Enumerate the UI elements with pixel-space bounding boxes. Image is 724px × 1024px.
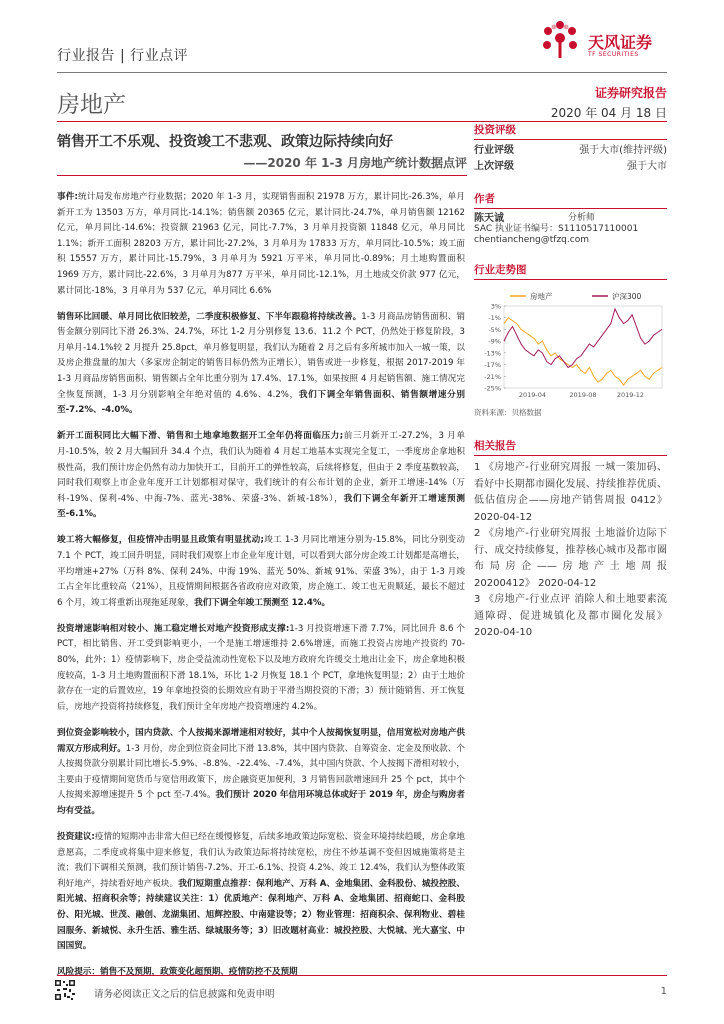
author-name: 陈天诚 bbox=[474, 213, 504, 224]
author-cert: SAC 执业证书编号：S1110517110001 bbox=[474, 224, 639, 234]
paragraph-lead: 事件: bbox=[57, 192, 78, 202]
paragraph-text: 1-3 月商品房销售面积、销售金额分别同比下滑 26.3%、24.7%，环比 1-2 月分别修复 13.6、11.2 个 PCT，仍然处于修复阶段，3 月单月-14.1%较 2 月提升 25.8pct，单月修复明显，我们认为随着 2 月之后有多所城市加入一城一策，以及房企推盘量的加大（多家房企制定的销售目标仍然为正增长），销售或进一步修复，根据 2017-2019 年 1-3 月商品房销售面积、销售额占全年比重分别为 17.4%、17.1%，如果按照 4 月起销售额、施工情况完全恢复预测，1-3 月分别影响全年绝对值的 4.6%、4.2%， bbox=[57, 311, 465, 400]
author-name-row bbox=[474, 213, 667, 224]
y-tick-label: -13% bbox=[484, 349, 501, 358]
paragraph-tail: 我们短期重点推荐：保利地产、万科 A、金地集团、金科股份、城投控股、阳光城、招商积余等；持续建议关注：1）优质地产：保利地产、万科 A、金地集团、招商蛇口、金科股份、阳光城、世茂、融创、龙湖集团、旭辉控股、中南建设等；2）物业管理：招商积余、保利物业、碧桂园服务、新城悦、永升生活、雅生活、绿城服务等；3）旧改题材高业：城投控股、大悦城、光大嘉宝、中国国贸。 bbox=[57, 878, 465, 952]
sidebar bbox=[474, 122, 667, 642]
y-tick-label: -1% bbox=[488, 314, 501, 323]
related-heading: 相关报告 bbox=[474, 438, 667, 456]
author-email[interactable]: chentiancheng@tfzq.com bbox=[474, 235, 589, 245]
rating-key: 行业评级 bbox=[474, 145, 514, 156]
x-tick-label: 2019-08 bbox=[569, 391, 597, 399]
disclaimer-text: 请务必阅读正文之后的信息披露和免责申明 bbox=[94, 989, 275, 1000]
related-list bbox=[474, 460, 667, 642]
footer-divider bbox=[57, 975, 667, 976]
logo-subtext: TF SECURITIES bbox=[588, 51, 639, 58]
rating-row bbox=[474, 143, 667, 159]
related-report-item[interactable]: 3 《房地产-行业点评 消除人和土地要素流通障碍、促进城镇化及都市圈化发展》 2020-04-10 bbox=[474, 594, 667, 638]
y-tick-label: -21% bbox=[484, 372, 501, 381]
related-report-item[interactable]: 2 《房地产-行业研究周报 土地溢价边际下行、成交持续修复，推荐核心城市及都市圈布局房企——房地产土地周报 20200412》 2020-04-12 bbox=[474, 528, 667, 589]
rating-row bbox=[474, 159, 667, 175]
paragraph-text: 1-3 月投资增速下滑 7.7%，同比回升 8.6 个 PCT，相比销售、开工受到影响更小，一个是施工增速维持 2.6%增速，而施工投资占房地产投资约 70-80%，此外；1）疫情影响下，房企受益流动性宽松下以及地方政府允许缓交土地出让金下，房企拿地积极度较高，1-3 月土地购置面积下滑 18.1%，环比 1-2 月恢复 18.1 个 PCT，拿地恢复明显；2）由于土地价款存在一定的后置效应，19 年拿地投资的长期效应有助于平滑当期投资的下滑；3）预计随销售、开工恢复后，房地产投资将持续修复，我们预计全年房地产投资增速约 4.2%。 bbox=[57, 623, 465, 712]
paragraph-lead: 销售环比回暖、单月同比依旧较差，二季度积极修复、下半年跟稳将持续改善。 bbox=[57, 311, 362, 322]
rating-heading: 投资评级 bbox=[474, 122, 667, 140]
paragraph-text: 1-3 月份，房企到位资金同比下滑 13.8%，其中国内贷款、自筹资金、定金及预收款、个人按揭贷款分别累计同比增长-5.9%、-8.8%、-22.4%、-7.4%，其中国内贷款、个人按揭下滑相对较小，主要由于疫情期间宽货币与宽信用政策下，房企融资更加便利，3 月销售回款增速回升 25 个 pct，其中个人按揭来源增速提升 5 个 pct 至-7.4%。 bbox=[57, 743, 465, 801]
report-body bbox=[57, 190, 465, 991]
related-report-item[interactable]: 1 《房地产-行业研究周报 一城一策加码、看好中长期都市圈化发展、持续推荐优质、低估值房企——房地产销售周报 0412》 2020-04-12 bbox=[474, 462, 667, 523]
y-tick-label: -5% bbox=[488, 325, 501, 334]
legend-label: 房地产 bbox=[530, 292, 553, 301]
y-tick-label: -17% bbox=[484, 361, 501, 370]
paragraph-event bbox=[57, 190, 465, 299]
x-tick-label: 2019-04 bbox=[518, 391, 547, 399]
paragraph-tail: 我们预计 2020 年信用环境总体或好于 2019 年，房企与购房者均有受益。 bbox=[57, 790, 465, 816]
top-divider bbox=[57, 72, 667, 73]
paragraph-sales bbox=[57, 310, 465, 419]
paragraph-text: 疫情的短期冲击非常大但已经在缓慢修复，后续多地政策边际宽松、资金环境持续趋暖，房企拿地意愿高，二季度或将集中迎来修复，我们认为政策边际将持续宽松，房住不炒基调不变但因城施策将是主流；我们下调相关预测，我们预计销售-7.2%、开工-6.1%、投资 4.2%、竣工 12.4%，我们认为整体政策利好地产，持续看好地产板块。 bbox=[57, 831, 465, 889]
legend-label: 沪深300 bbox=[612, 292, 642, 301]
paragraph-completion bbox=[57, 533, 465, 611]
paragraph-investment bbox=[57, 622, 465, 716]
series-line bbox=[504, 309, 662, 368]
y-tick-label: -9% bbox=[488, 337, 501, 346]
paragraph-tail: 我们下调全年新开工增速预测至-6.1%。 bbox=[57, 493, 465, 520]
trend-heading: 行业走势图 bbox=[474, 262, 667, 280]
paragraph-lead: 竣工将大幅修复，但疫情冲击明显且政策有明显扰动; bbox=[57, 535, 264, 546]
report-subtitle: ——2020 年 1-3 月房地产统计数据点评 bbox=[243, 156, 467, 170]
page-number: 1 bbox=[660, 986, 667, 997]
qr-code-icon bbox=[54, 979, 76, 1001]
rating-value: 强于大市(维持评级) bbox=[579, 145, 667, 156]
y-tick-label: 3% bbox=[490, 302, 501, 311]
report-type: 证券研究报告 bbox=[594, 86, 667, 100]
report-date: 2020 年 04 月 18 日 bbox=[550, 106, 667, 120]
paragraph-text: 竣工 1-3 月同比增速分别为-15.8%，同比分别变动 7.1 个 PCT，竣工回升明显，同时我们观察上市企业年度计划，可以看到大部分房企竣工计划都是高增长，平均增速+27%（万科 8%、保利 24%、中海 19%、蓝光 50%、新城 91%、荣盛 3%），由于 1-3 月竣工占全年比重较高（21%），且疫情期间根据各省政府应对政策，房企施工、竣工也无贵顺延，最长不超过 6 个月，竣工将重新出现拖延现象， bbox=[57, 535, 465, 608]
author-heading: 作者 bbox=[474, 191, 667, 209]
author-role: 分析师 bbox=[568, 213, 596, 223]
paragraph-text: 统计局发布房地产行业数据；2020 年 1-3 月，实现销售面积 21978 万方，累计同比-26.3%，单月新开工为 13503 万方，单月同比-14.1%；销售额 20365 亿元，累计同比-24.7%，单月销售额 12162 亿元，单月同比-14.6%；投资额 21963 亿元，同比-7.7%，3 月单月投资额 11848 亿元，单月同比 1.1%；新开工面积 28203 万方，累计同比-27.2%，3 月单月为 17833 万方，单月同比-10.5%；竣工面积 15557 万方，累计同比-15.79%，3 月单月为 5921 万平米，单月同比-0.89%；月土地购置面积 1969 万方，累计同比-22.6%，3 月单月为877 万平米，单月同比-12.1%，月土地成交价款 977 亿元，累计同比-18%，3 月单月为 537 亿元，单月同比 6.6% bbox=[57, 192, 465, 296]
report-title: 销售开工不乐观、投资竣工不悲观、政策边际持续向好 bbox=[57, 134, 393, 150]
paragraph-tail: 我们下调全年竣工预测至 12.4%。 bbox=[194, 597, 331, 608]
logo-flower-icon bbox=[538, 18, 582, 62]
paragraph-tail: 我们下调全年销售面积、销售额增速分别至-7.2%、-4.0%。 bbox=[57, 389, 465, 416]
paragraph-lead: 新开工面积同比大幅下滑、销售和土地拿地数据开工全年仍将面临压力; bbox=[57, 431, 344, 442]
chart-source: 资料来源：贝格数据 bbox=[474, 408, 542, 417]
y-tick-label: -25% bbox=[484, 384, 501, 393]
paragraph-lead: 到位资金影响较小，国内贷款、个人按揭来源增速相对较好，其中个人按揭恢复明显，信用宽松对房地产供需双方形成利好。 bbox=[57, 727, 465, 754]
author-block bbox=[474, 213, 667, 246]
sector-title: 房地产 bbox=[57, 92, 126, 118]
trend-chart-svg bbox=[474, 288, 667, 403]
chart-frame bbox=[504, 306, 662, 388]
trend-chart bbox=[474, 288, 667, 403]
report-category: 行业报告 | 行业点评 bbox=[57, 48, 189, 64]
paragraph-risk bbox=[57, 965, 465, 981]
paragraph-lead: 风险提示：销售不及预期，政策变化超预期、疫情防控不及预期 bbox=[57, 967, 298, 978]
paragraph-funding bbox=[57, 726, 465, 820]
paragraph-lead: 投资增速影响相对较小、施工稳定增长对地产投资形成支撑: bbox=[57, 623, 290, 634]
rating-value: 强于大市 bbox=[627, 161, 667, 172]
rating-key: 上次评级 bbox=[474, 161, 514, 172]
paragraph-lead: 投资建议: bbox=[57, 831, 95, 842]
title-divider bbox=[57, 175, 467, 176]
paragraph-advice bbox=[57, 830, 465, 955]
x-tick-label: 2019-12 bbox=[616, 391, 644, 399]
logo-text: 天风证券 bbox=[588, 33, 653, 52]
company-logo bbox=[538, 18, 668, 68]
paragraph-new-start bbox=[57, 429, 465, 523]
paragraph-text: 前三月新开工-27.2%，3 月单月-10.5%，较 2 月大幅回升 34.4 个点，我们认为随着 4 月起工地基本实现完全复工，一季度房企拿地积极性高，我们预计房企仍然有动力加快开工，目前开工的弹性较高，后续将修复，但由于 2 季度基数较高，同时我们观察上市企业年度开工计划都相对保守，我们统计的有公布计划的企业，新开工增速-14%（万科-19%、保利-4%、中海-7%、蓝光-38%、荣盛-3%、新城-18%）， bbox=[57, 431, 465, 504]
